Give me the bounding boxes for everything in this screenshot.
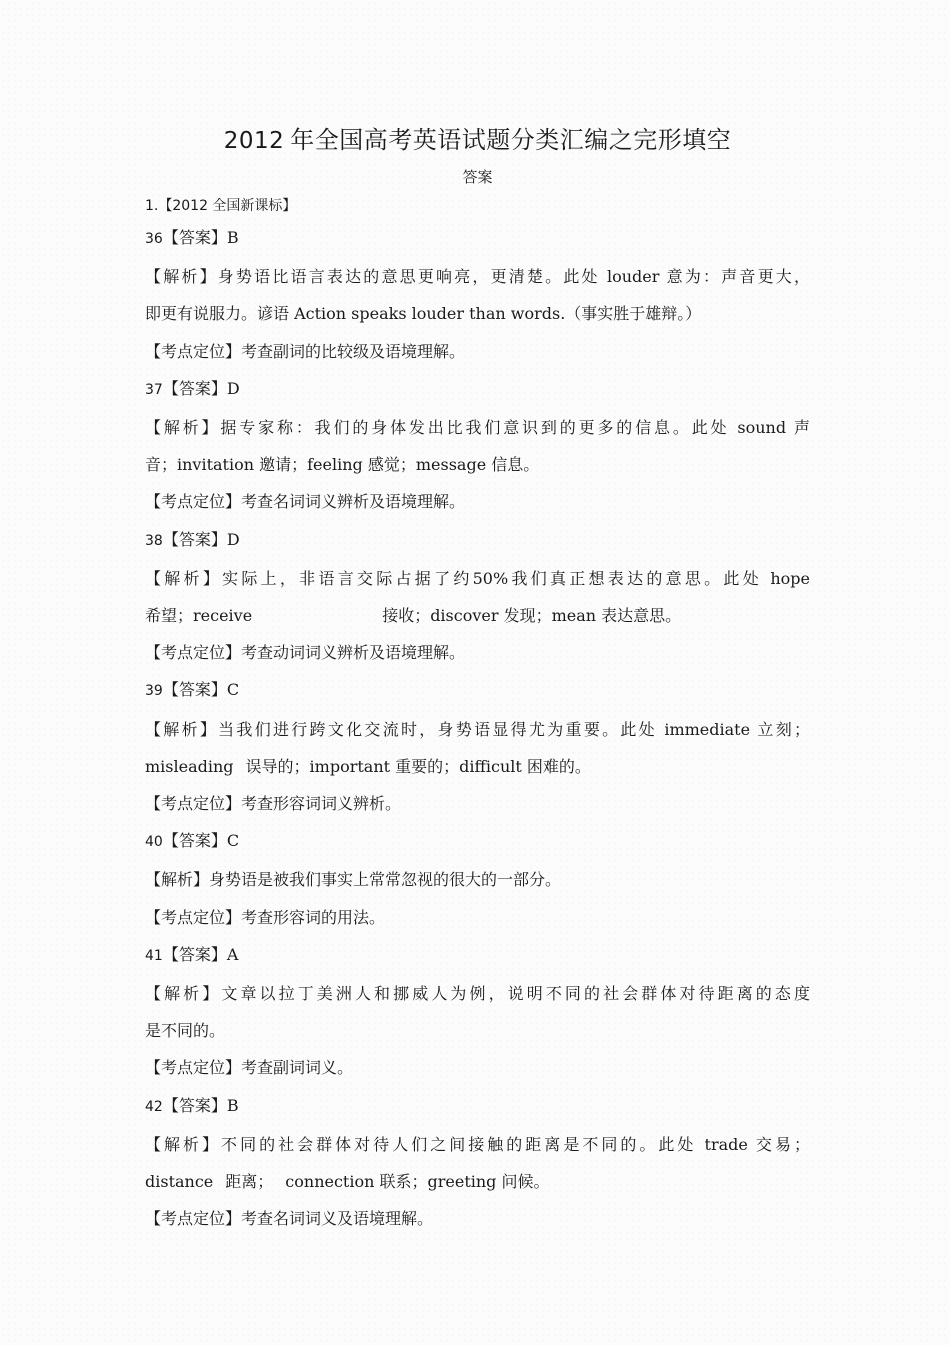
answer-value: D	[226, 378, 240, 398]
answer-line-42	[145, 1087, 810, 1126]
question-number: 40	[145, 834, 163, 851]
point-line: 【考点定位】考查名词词义辨析及语境理解。	[145, 492, 466, 512]
question-number: 38	[145, 532, 163, 549]
analysis-line: 【解析】实际上，非语言交际占据了约50%我们真正想表达的意思。此处 hope	[145, 568, 810, 588]
page-subtitle: 答案	[462, 168, 493, 186]
analysis-fragment: 误导的；important 重要的；difficult 困难的。	[245, 756, 591, 776]
answer-value: A	[226, 944, 239, 964]
section-source: 1.【2012 全国新课标】	[145, 198, 297, 214]
question-number: 42	[145, 1098, 163, 1115]
question-number: 41	[145, 947, 163, 964]
analysis-line: 【解析】身势语是被我们事实上常常忽视的很大的一部分。	[145, 870, 562, 890]
point-line: 【考点定位】考查名词词义及语境理解。	[145, 1209, 434, 1229]
analysis-line	[145, 748, 810, 785]
analysis-line: 【解析】身势语比语言表达的意思更响亮，更清楚。此处 louder 意为：声音更大，	[145, 267, 810, 287]
analysis-fragment: 接收；discover 发现；mean 表达意思。	[382, 605, 682, 625]
analysis-line	[145, 1163, 810, 1200]
analysis-line: 是不同的。	[145, 1021, 226, 1041]
answer-value: C	[226, 831, 240, 851]
analysis-line: 【解析】据专家称：我们的身体发出比我们意识到的更多的信息。此处 sound 声	[145, 418, 810, 437]
analysis-line: 【解析】不同的社会群体对待人们之间接触的距离是不同的。此处 trade 交易；	[145, 1134, 810, 1154]
document-content	[145, 122, 810, 1237]
analysis-line: 音；invitation 邀请；feeling 感觉；message 信息。	[145, 455, 540, 475]
analysis-fragment: 距离；	[225, 1171, 274, 1191]
answer-label: 【答案】	[162, 1095, 227, 1115]
analysis-fragment: 希望；receive	[145, 605, 253, 625]
question-number: 39	[145, 683, 163, 700]
analysis-line: 即更有说服力。谚语 Action speaks louder than words.（事实胜于雄辩。）	[145, 304, 702, 324]
analysis-line: 【解析】当我们进行跨文化交流时，身势语显得尤为重要。此处 immediate 立刻；	[145, 719, 810, 739]
point-line: 【考点定位】考查动词词义辨析及语境理解。	[145, 643, 466, 663]
analysis-fragment: misleading	[145, 756, 234, 776]
answer-line-38	[145, 521, 810, 560]
question-number: 36	[145, 231, 163, 247]
answer-line-41	[145, 936, 810, 975]
point-line: 【考点定位】考查副词词义。	[145, 1058, 354, 1078]
answer-label: 【答案】	[162, 831, 227, 851]
answer-value: B	[226, 1095, 239, 1115]
point-line: 【考点定位】考查形容词的用法。	[145, 907, 386, 927]
page-title	[145, 122, 810, 159]
point-line: 【考点定位】考查副词的比较级及语境理解。	[145, 341, 466, 361]
title-text: 年全国高考英语试题分类汇编之完形填空	[290, 126, 732, 154]
answer-value: C	[226, 680, 240, 700]
answer-line-37	[145, 370, 810, 409]
analysis-fragment: connection 联系；greeting 问候。	[285, 1171, 550, 1191]
answer-label: 【答案】	[162, 529, 227, 549]
answer-value: D	[226, 529, 240, 549]
answer-line-40	[145, 822, 810, 861]
point-line: 【考点定位】考查形容词词义辨析。	[145, 793, 402, 813]
analysis-line	[145, 597, 810, 634]
answer-label: 【答案】	[162, 944, 227, 964]
analysis-line: 【解析】文章以拉丁美洲人和挪威人为例，说明不同的社会群体对待距离的态度	[145, 984, 810, 1003]
answer-label: 【答案】	[162, 680, 227, 700]
answer-label: 【答案】	[162, 228, 227, 247]
answer-value: B	[226, 228, 239, 247]
answer-line-39	[145, 671, 810, 710]
answer-line-36	[145, 219, 810, 258]
title-year: 2012	[223, 128, 285, 154]
analysis-fragment: distance	[145, 1171, 214, 1191]
question-number: 37	[145, 381, 163, 398]
answer-label: 【答案】	[162, 378, 227, 398]
